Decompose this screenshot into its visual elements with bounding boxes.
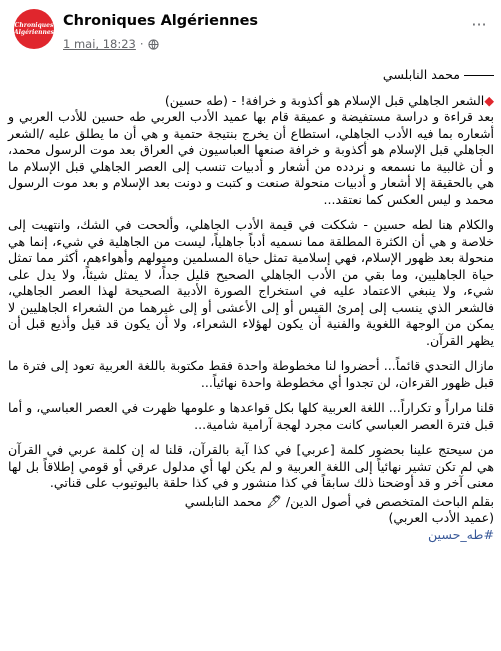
post-meta bbox=[63, 37, 159, 51]
post-title-line bbox=[8, 93, 494, 110]
signature-line-2: (عميد الأدب العربي) bbox=[388, 510, 494, 525]
paragraph-5: من سيحتج علينا بحضور كلمة [عربي] في كذا آية بالقرآن، قلنا له إن كلمة عربي في القرآن هي لم تكن تشير نهائياً إلى اللغة العربية و لم يكن لها أي مدلول عرقي أو قومي إطلاقاً بل لها معنى آخر و قد أوضحنا ذلك سابقاً في كذا منشور و في كذا حلقة باليوتيوب على قناتي. bbox=[8, 442, 494, 490]
avatar-text-2: Algériennes bbox=[13, 29, 55, 36]
author-top-line bbox=[8, 67, 494, 84]
red-diamond-icon: ◆ bbox=[484, 92, 494, 108]
paragraph-1: بعد قراءة و دراسة مستفيضة و عميقة قام بها عميد الأدب العربي طه حسين للأدب العربي و أشعاره بما فيه الأدب الجاهلي، استطاع أن يخرج بنتيجة حتمية و هي أن ما يطلق عليه /الشعر الجاهلي قبل الإسلام هو أكذوبة و خرافة صنعها العباسيون في العراق بعد موت الرسول محمد، و أن غالبية ما نسمعه و نردده من أشعار و أدبيات تنسب إلى العصر الجاهلي قبل الإسلام ما هي بالحقيقة إلا أشعار و أدبيات منحولة صنعت و كتبت و دونت بعد الإسلام و بعد موت الرسول محمد و ليس العكس كما نعتقد... bbox=[8, 109, 494, 207]
author-top: محمد النابلسي bbox=[382, 67, 460, 82]
paragraph-2: والكلام هنا لطه حسين - شككت في قيمة الأدب الجاهلي، وألححت في الشك، وانتهيت إلى خلاصة و هي أن الكثرة المطلقة مما نسميه أدباً جاهلياً، ليست من الجاهلية في شيء، إنما هي منحولة بعد ظهور الإسلام، فهي إسلامية تمثل حياة المسلمين وميولهم وأهواءهم، أكثر مما تمثل حياة الجاهليين، وما بقي من الأدب الجاهلي الصحيح قليل جداً، لا يمثل شيئاً، ولا يدل على شيء، ولا ينبغي الاعتماد عليه في استخراج الصورة الأدبية الصحيحة لهذا العصر الجاهلي، فالشعر الذي ينسب إلى إمرئ القيس أو إلى الأعشى أو إلى غيرهما من الشعراء الجاهليين لا يمكن من الوجهة اللغوية والفنية أن يكون لهؤلاء الشعراء، ولا أن يكون قد قيل وأذيع قبل أن يظهر القرآن. bbox=[8, 217, 494, 348]
paragraph-4: قلنا مراراً و تكراراً... اللغة العربية كلها بكل قواعدها و علومها ظهرت في العصر العباسي، و أما قبل فترة العصر العباسي كانت مجرد لهجة آرامية شامية... bbox=[8, 400, 494, 432]
signature-line-1: بقلم الباحث المتخصص في أصول الدين/ 🖋 محمد النابلسي bbox=[184, 493, 494, 509]
post-title: الشعر الجاهلي قبل الإسلام هو أكذوبة و خرافة! - (طه حسين) bbox=[164, 92, 485, 108]
globe-icon bbox=[148, 39, 159, 50]
meta-separator: · bbox=[139, 37, 144, 51]
hashtag-link[interactable]: #طه_حسين bbox=[427, 526, 494, 542]
post-body bbox=[8, 67, 494, 543]
avatar-text-1: Chroniques bbox=[14, 22, 54, 29]
page-name-link[interactable]: Chroniques Algériennes bbox=[63, 13, 259, 29]
post-timestamp[interactable]: 1 mai, 18:23 bbox=[63, 37, 136, 51]
paragraph-3: مازال التحدي قائماً... أحضروا لنا مخطوطة واحدة فقط مكتوبة باللغة العربية تعود إلى فترة ما قبل ظهور القرءان، لن تجدوا أي مخطوطة واحدة نهائياً... bbox=[8, 358, 494, 390]
underline-rule bbox=[464, 75, 494, 76]
more-options-icon[interactable]: ··· bbox=[471, 14, 487, 34]
page-avatar[interactable] bbox=[14, 9, 54, 49]
